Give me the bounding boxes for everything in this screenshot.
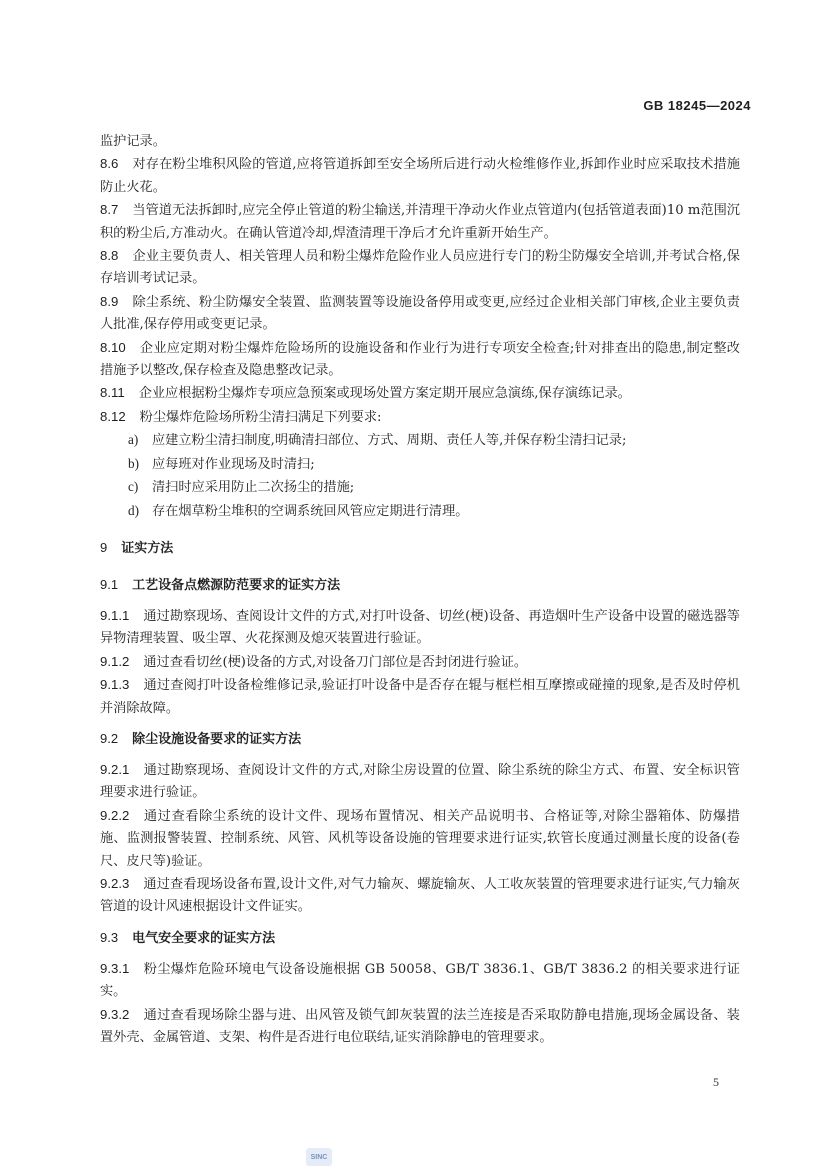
list-label: a): [128, 432, 139, 448]
clause-text: 对存在粉尘堆积风险的管道,应将管道拆卸至安全场所后进行动火检维修作业,拆卸作业时应采取技术措施防止火花。: [100, 157, 740, 195]
clause-text: 粉尘爆炸危险场所粉尘清扫满足下列要求:: [139, 409, 382, 425]
section-number: 9.1: [100, 576, 119, 592]
section-number: 9.2: [100, 730, 119, 746]
clause-text: 企业应根据粉尘爆炸专项应急预案或现场处置方案定期开展应急演练,保存演练记录。: [138, 386, 631, 402]
page-number: 5: [713, 1075, 719, 1089]
list-text: 应建立粉尘清扫制度,明确清扫部位、方式、周期、责任人等,并保存粉尘清扫记录;: [152, 433, 627, 449]
section-9-1-heading: [100, 574, 740, 597]
clause-9-2-3: [100, 873, 740, 919]
clause-8-7: [100, 199, 740, 245]
clause-number: 8.7: [100, 202, 119, 218]
clause-number: 8.9: [100, 293, 119, 309]
clause-number: 8.8: [100, 248, 119, 264]
list-text: 存在烟草粉尘堆积的空调系统回风管应定期进行清理。: [152, 503, 469, 519]
list-text: 清扫时应采用防止二次扬尘的措施;: [152, 480, 355, 496]
list-label: c): [128, 479, 139, 495]
section-number: 9.3: [100, 929, 119, 945]
clause-number: 9.1.2: [100, 653, 130, 669]
clause-number: 9.1.3: [100, 677, 130, 693]
clause-text: 通过查阅打叶设备检维修记录,验证打叶设备中是否存在辊与框栏相互摩擦或碰撞的现象,是否及时停机并消除故障。: [100, 678, 740, 716]
publisher-mark: SINC: [306, 1148, 332, 1166]
clause-number: 8.11: [100, 385, 125, 401]
clause-text: 通过查看现场设备布置,设计文件,对气力输灰、螺旋输灰、人工收灰装置的管理要求进行证实,气力输灰管道的设计风速根据设计文件证实。: [100, 876, 740, 915]
clause-number: 8.12: [100, 408, 126, 424]
clause-text: 通过勘察现场、查阅设计文件的方式,对打叶设备、切丝(梗)设备、再造烟叶生产设备中设置的磁选器等异物清理装置、吸尘罩、火花探测及熄灭装置进行验证。: [100, 608, 740, 647]
list-label: d): [128, 502, 139, 518]
clause-number: 8.10: [100, 339, 126, 355]
section-title: 工艺设备点燃源防范要求的证实方法: [132, 577, 341, 593]
clause-number: 9.2.1: [100, 761, 130, 777]
clause-number: 9.1.1: [100, 607, 130, 623]
section-number: 9: [100, 539, 108, 555]
list-item: [100, 500, 740, 523]
clause-number: 9.3.1: [100, 960, 130, 976]
list-item: [100, 476, 740, 499]
list-label: b): [128, 455, 139, 471]
list-text: 应每班对作业现场及时清扫;: [152, 456, 315, 472]
section-9-heading: [100, 537, 740, 560]
list-item: [100, 429, 740, 452]
clause-8-12: [100, 406, 740, 429]
clause-9-3-1: [100, 958, 740, 1004]
list-item: [100, 453, 740, 476]
clause-8-8: [100, 245, 740, 291]
clause-9-1-2: [100, 651, 740, 674]
clause-number: 9.2.3: [100, 875, 130, 891]
clause-9-1-1: [100, 605, 740, 651]
clause-text: 除尘系统、粉尘防爆安全装置、监测装置等设施设备停用或变更,应经过企业相关部门审核,企业主要负责人批准,保存停用或变更记录。: [100, 294, 740, 333]
clause-text: 当管道无法拆卸时,应完全停止管道的粉尘输送,并清理干净动火作业点管道内(包括管道表面)10 m范围沉积的粉尘后,方准动火。在确认管道冷却,焊渣清理干净后才允许重新开始生产。: [100, 203, 740, 241]
clause-text: 通过勘察现场、查阅设计文件的方式,对除尘房设置的位置、除尘系统的除尘方式、布置、安全标识管理要求进行验证。: [100, 762, 740, 801]
clause-number: 9.2.2: [100, 807, 130, 823]
standard-code: GB 18245—2024: [643, 98, 751, 113]
section-title: 证实方法: [121, 540, 174, 556]
section-9-3-heading: [100, 927, 740, 950]
clause-8-9: [100, 291, 740, 337]
clause-8-11: [100, 382, 740, 405]
clause-9-2-2: [100, 805, 740, 873]
clause-number: 9.3.2: [100, 1006, 130, 1022]
clause-8-6: [100, 153, 740, 199]
clause-number: 8.6: [100, 156, 119, 172]
clause-9-2-1: [100, 759, 740, 805]
section-title: 电气安全要求的证实方法: [132, 930, 276, 946]
clause-text: 企业应定期对粉尘爆炸危险场所的设施设备和作业行为进行专项安全检查;针对排查出的隐患,制定整改措施予以整改,保存检查及隐患整改记录。: [100, 340, 740, 379]
clause-9-3-2: [100, 1004, 740, 1050]
clause-continuation: 监护记录。: [100, 134, 166, 149]
clause-text: 通过查看除尘系统的设计文件、现场布置情况、相关产品说明书、合格证等,对除尘器箱体、防爆措施、监测报警装置、控制系统、风管、风机等设备设施的管理要求进行证实,软管长度通过测量长度的设备(卷尺、皮尺等)验证。: [100, 808, 740, 869]
clause-text: 粉尘爆炸危险环境电气设备设施根据 GB 50058、GB/T 3836.1、GB/T 3836.2 的相关要求进行证实。: [100, 961, 740, 1000]
section-title: 除尘设施设备要求的证实方法: [132, 731, 302, 747]
clause-8-10: [100, 337, 740, 383]
clause-text: 通过查看现场除尘器与进、出风管及锁气卸灰装置的法兰连接是否采取防静电措施,现场金属设备、装置外壳、金属管道、支架、构件是否进行电位联结,证实消除静电的管理要求。: [100, 1007, 740, 1045]
clause-text: 通过查看切丝(梗)设备的方式,对设备刀门部位是否封闭进行验证。: [143, 654, 528, 670]
section-9-2-heading: [100, 728, 740, 751]
clause-9-1-3: [100, 674, 740, 720]
clause-text: 企业主要负责人、相关管理人员和粉尘爆炸危险作业人员应进行专门的粉尘防爆安全培训,并考试合格,保存培训考试记录。: [100, 249, 740, 287]
document-body: [100, 131, 740, 1049]
